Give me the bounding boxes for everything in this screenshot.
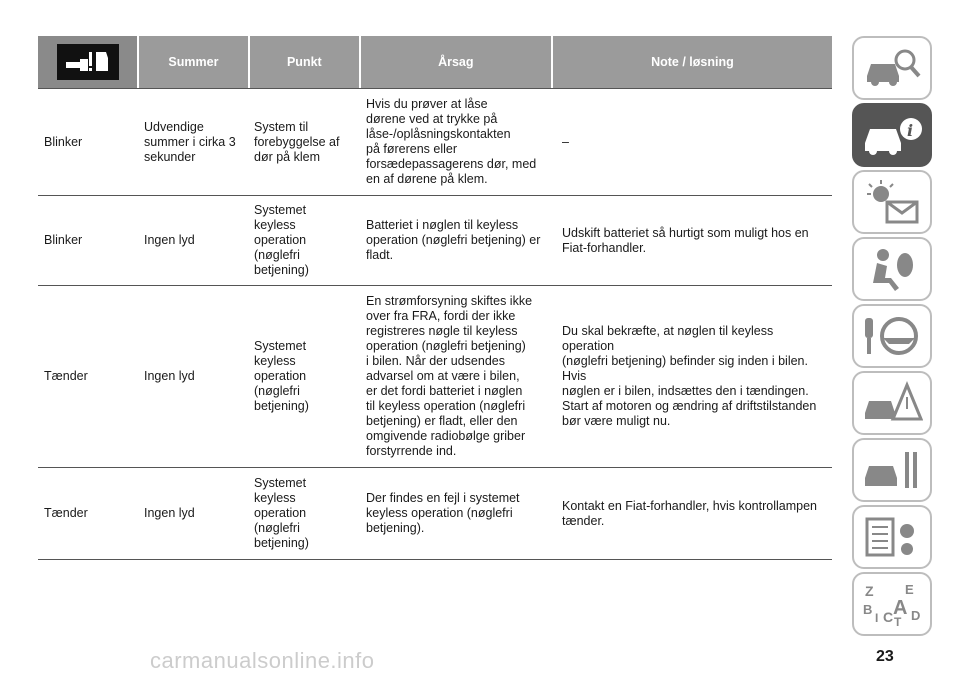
tab-specs[interactable]: [852, 505, 932, 569]
tab-car-tools[interactable]: [852, 438, 932, 502]
cell-line: (nøglefri: [254, 521, 300, 535]
cell-punkt: [138, 120, 248, 165]
cell-line: nøglen er i bilen, indsættes den i tændingen.: [562, 384, 809, 398]
cell-line: Batteriet i nøglen til keyless: [366, 218, 519, 232]
cell-arsag: [358, 218, 550, 263]
cell-line: Ingen lyd: [144, 506, 195, 520]
tab-seat-airbag[interactable]: [852, 237, 932, 301]
cell-line: betjening) er fladt, eller den: [366, 414, 518, 428]
svg-text:i: i: [907, 121, 914, 140]
warning-lights-message-icon: [861, 180, 923, 224]
cell-line: En strømforsyning skiftes ikke: [366, 294, 533, 308]
cell-line: –: [562, 134, 569, 149]
table-row: [38, 286, 832, 468]
cell-line: på førerens eller: [366, 142, 458, 156]
cell-arsag-system: [248, 120, 358, 165]
header-note: Note / løsning: [553, 36, 832, 88]
cell-arsag-system: [248, 476, 358, 551]
table-row: [38, 89, 832, 196]
cell-line: Systemet: [254, 203, 307, 217]
cell-line: omgivende radiobølge griber: [366, 429, 526, 443]
seat-airbag-icon: [861, 247, 923, 291]
page-number: 23: [876, 648, 894, 665]
cell-line: keyless: [254, 218, 296, 232]
cell-line: (nøglefri: [254, 248, 300, 262]
cell-punkt: [138, 506, 248, 521]
svg-text:Z: Z: [865, 583, 874, 599]
header-punkt: Punkt: [250, 36, 359, 88]
cell-line: Ingen lyd: [144, 233, 195, 247]
cell-line: betjening): [254, 399, 309, 413]
cell-line: System til: [254, 119, 309, 134]
cell-line: Systemet: [254, 476, 307, 490]
cell-line: operation: [254, 369, 307, 383]
cell-summer: Blinker: [44, 233, 83, 247]
key-steering-wheel-icon: [861, 314, 923, 358]
cell-punkt: [138, 369, 248, 384]
cell-line: Fiat-forhandler.: [562, 240, 647, 255]
cell-line: dør på klem: [254, 149, 320, 164]
cell-summer: Tænder: [44, 506, 88, 520]
tab-car-info[interactable]: [852, 103, 932, 167]
cell-note: [550, 499, 832, 529]
car-tools-icon: [861, 448, 923, 492]
cell-line: operation (nøglefri betjening) er: [366, 233, 541, 247]
table-row: [38, 468, 832, 560]
car-info-icon: [861, 113, 923, 157]
car-search-icon: [861, 46, 923, 90]
cell-summer: Blinker: [44, 134, 83, 149]
cell-line: til keyless operation (nøglefri: [366, 399, 526, 413]
cell-line: operation (nøglefri betjening): [366, 339, 526, 353]
watermark: carmanualsonline.info: [150, 648, 375, 673]
cell-note: [550, 324, 832, 429]
svg-text:B: B: [863, 602, 873, 617]
cell-line: Udskift batteriet så hurtigt som muligt hos en: [562, 225, 809, 240]
cell-arsag: [358, 491, 550, 536]
cell-arsag-system: [248, 339, 358, 414]
cell-line: Kontakt en Fiat-forhandler, hvis kontrollampen: [562, 498, 817, 513]
tab-warning-lights[interactable]: [852, 170, 932, 234]
cell-line: Ingen lyd: [144, 369, 195, 383]
seatbelt-warning-icon: [56, 42, 120, 82]
cell-line: operation: [254, 506, 307, 520]
cell-line: forebyggelse af: [254, 134, 340, 149]
cell-arsag: [358, 97, 550, 187]
cell-line: Du skal bekræfte, at nøglen til keyless operation: [562, 324, 774, 353]
cell-arsag: [358, 294, 550, 459]
header-arsag: Årsag: [361, 36, 551, 88]
header-icon-cell: [38, 36, 137, 88]
cell-line: en af dørene på klem.: [366, 172, 488, 186]
cell-line: betjening): [254, 263, 309, 277]
tab-key-steering[interactable]: [852, 304, 932, 368]
table-row: [38, 196, 832, 286]
cell-line: betjening).: [366, 521, 425, 535]
cell-line: forsædepassagerens dør, med: [366, 157, 537, 171]
cell-line: Hvis du prøver at låse: [366, 97, 488, 111]
svg-text:C: C: [883, 609, 894, 625]
cell-line: advarsel om at være i bilen,: [366, 369, 520, 383]
alphabet-index-icon: [861, 582, 923, 626]
car-warning-triangle-icon: [861, 381, 923, 425]
cell-line: bør være muligt nu.: [562, 414, 671, 428]
cell-punkt: [138, 233, 248, 248]
table-header: [38, 36, 832, 89]
cell-line: (nøglefri: [254, 384, 300, 398]
svg-text:E: E: [905, 582, 914, 597]
tab-car-warning[interactable]: [852, 371, 932, 435]
cell-line: betjening): [254, 536, 309, 550]
cell-line: summer i cirka 3: [144, 134, 236, 149]
cell-line: keyless: [254, 354, 296, 368]
cell-line: Systemet: [254, 339, 307, 353]
svg-text:T: T: [894, 615, 902, 626]
cell-summer: Tænder: [44, 369, 88, 383]
specs-list-gear-icon: [861, 515, 923, 559]
header-summer: Summer: [139, 36, 248, 88]
cell-line: dørene ved at trykke på: [366, 112, 498, 126]
svg-text:A: A: [893, 597, 908, 619]
tab-alphabet-index[interactable]: [852, 572, 932, 636]
cell-line: over fra FRA, fordi der ikke: [366, 309, 516, 323]
cell-line: tænder.: [562, 513, 605, 528]
tab-car-search[interactable]: [852, 36, 932, 100]
cell-line: forstyrrende ind.: [366, 444, 457, 458]
cell-arsag-system: [248, 203, 358, 278]
cell-line: keyless: [254, 491, 296, 505]
cell-line: Udvendige: [144, 119, 204, 134]
cell-line: er det fordi batteriet i nøglen: [366, 384, 523, 398]
cell-line: registreres nøgle til keyless: [366, 324, 518, 338]
cell-line: sekunder: [144, 149, 196, 164]
cell-line: i bilen. Når der udsendes: [366, 354, 505, 368]
cell-note: [550, 226, 832, 256]
chapter-sidebar: [852, 36, 932, 639]
svg-text:D: D: [911, 608, 921, 623]
cell-line: fladt.: [366, 248, 394, 262]
fault-table: [38, 36, 832, 560]
cell-line: operation: [254, 233, 307, 247]
cell-line: låse-/oplåsningskontakten: [366, 127, 511, 141]
cell-line: (nøglefri betjening) befinder sig inden i bilen. Hvis: [562, 354, 808, 383]
cell-note: [550, 135, 832, 150]
cell-line: Der findes en fejl i systemet: [366, 491, 520, 505]
svg-text:I: I: [875, 611, 879, 625]
cell-line: Start af motoren og ændring af driftstilstanden: [562, 399, 817, 413]
cell-line: keyless operation (nøglefri: [366, 506, 513, 520]
